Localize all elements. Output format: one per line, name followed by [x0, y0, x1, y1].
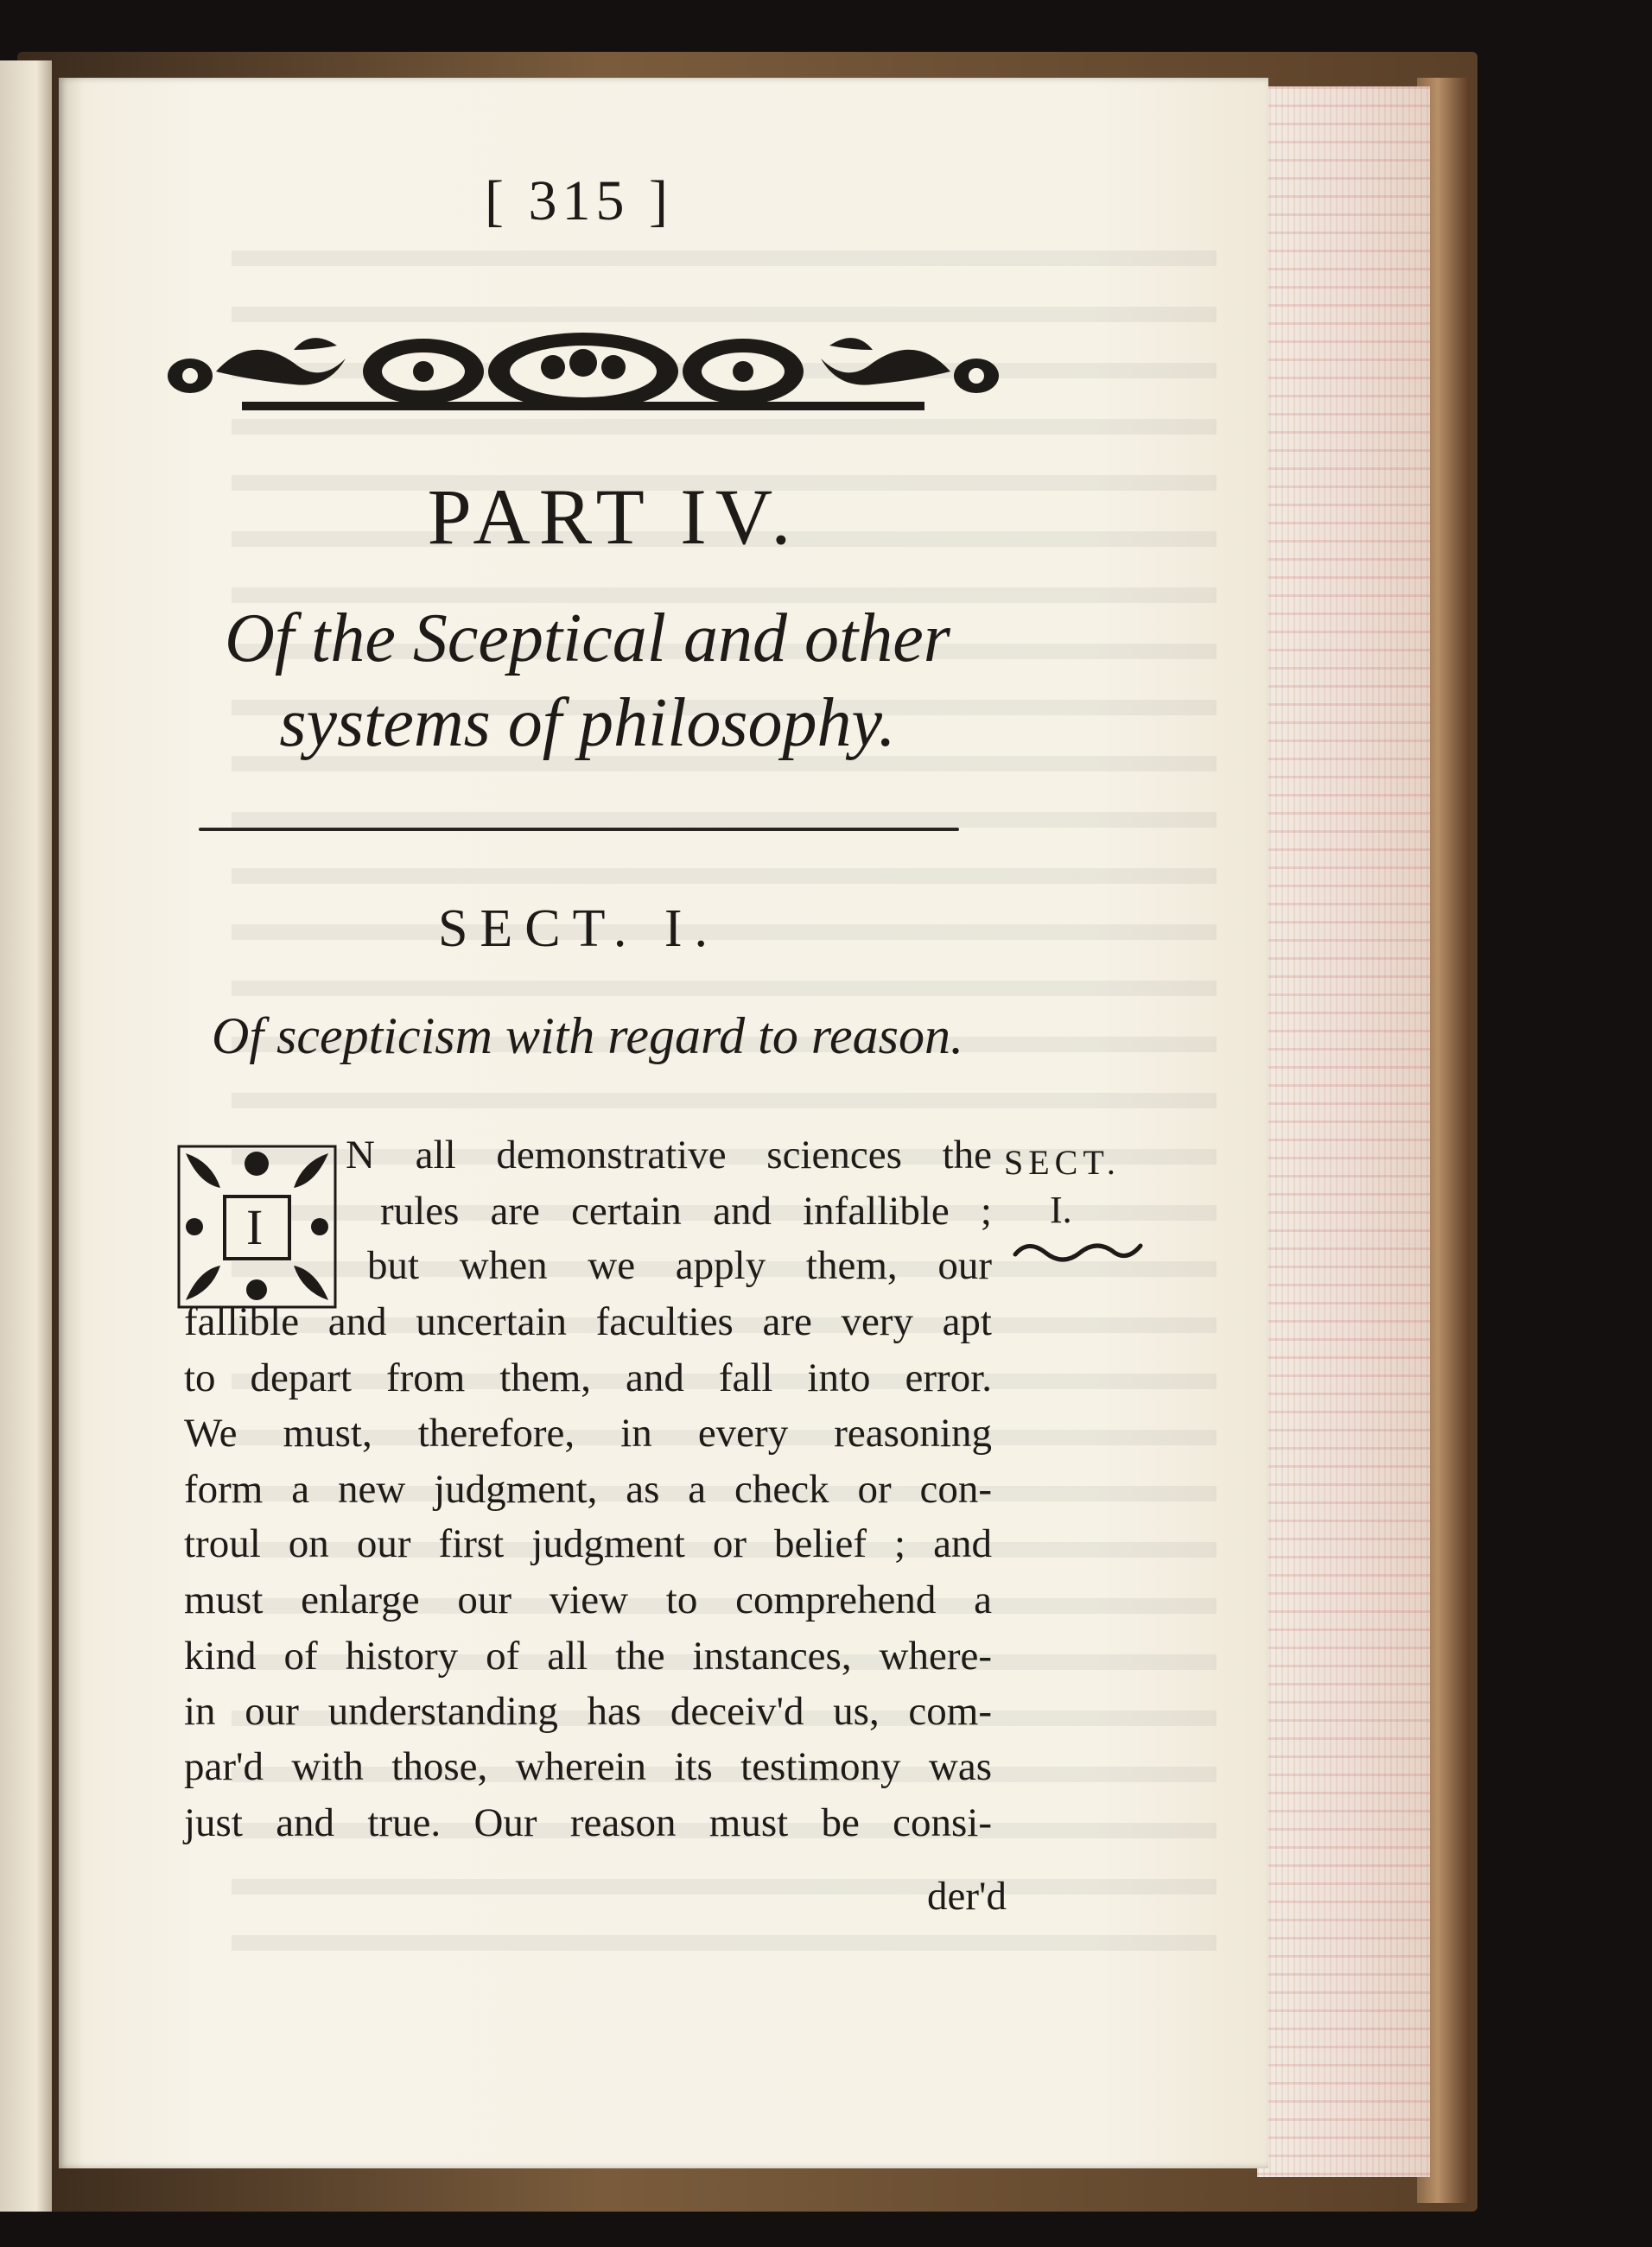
drop-cap-ornament — [177, 1145, 337, 1309]
margin-swash-icon — [1011, 1235, 1149, 1270]
body-line-13: just and true. Our reason must be consi- — [184, 1800, 992, 1845]
body-line-7: form a new judgment, as a check or con- — [184, 1467, 992, 1512]
body-line-2: rules are certain and infallible ; — [380, 1189, 992, 1234]
body-line-8: troul on our first judgment or belief ; and — [184, 1521, 992, 1566]
body-line-10: kind of history of all the instances, where- — [184, 1634, 992, 1679]
drop-cap-letter: I — [246, 1199, 264, 1255]
section-divider-rule — [199, 828, 959, 831]
body-line-12: par'd with those, wherein its testimony was — [184, 1744, 992, 1789]
ornamental-headpiece — [164, 324, 1002, 419]
catchword: der'd — [927, 1874, 1007, 1919]
body-line-4: fallible and uncertain faculties are very apt — [184, 1299, 992, 1344]
section-title: Of scepticism with regard to reason. — [212, 1007, 963, 1064]
body-line-1: N all demonstrative sciences the — [346, 1133, 992, 1177]
margin-note-label: SECT. — [1004, 1143, 1121, 1182]
section-heading: SECT. I. — [437, 899, 721, 958]
body-line-6: We must, therefore, in every reasoning — [184, 1411, 992, 1456]
body-line-5: to depart from them, and fall into error. — [184, 1355, 992, 1400]
left-page-edge — [0, 60, 52, 2212]
page-number: [ 315 ] — [485, 169, 673, 232]
margin-note-number: I. — [1050, 1189, 1072, 1231]
body-line-3: but when we apply them, our — [367, 1243, 992, 1288]
part-heading: PART IV. — [427, 473, 800, 561]
part-title: Of the Sceptical and other systems of philosophy. — [225, 600, 950, 761]
body-line-9: must enlarge our view to comprehend a — [184, 1577, 992, 1622]
body-line-11: in our understanding has deceiv'd us, com- — [184, 1689, 992, 1734]
page-fore-edge — [1257, 86, 1430, 2177]
